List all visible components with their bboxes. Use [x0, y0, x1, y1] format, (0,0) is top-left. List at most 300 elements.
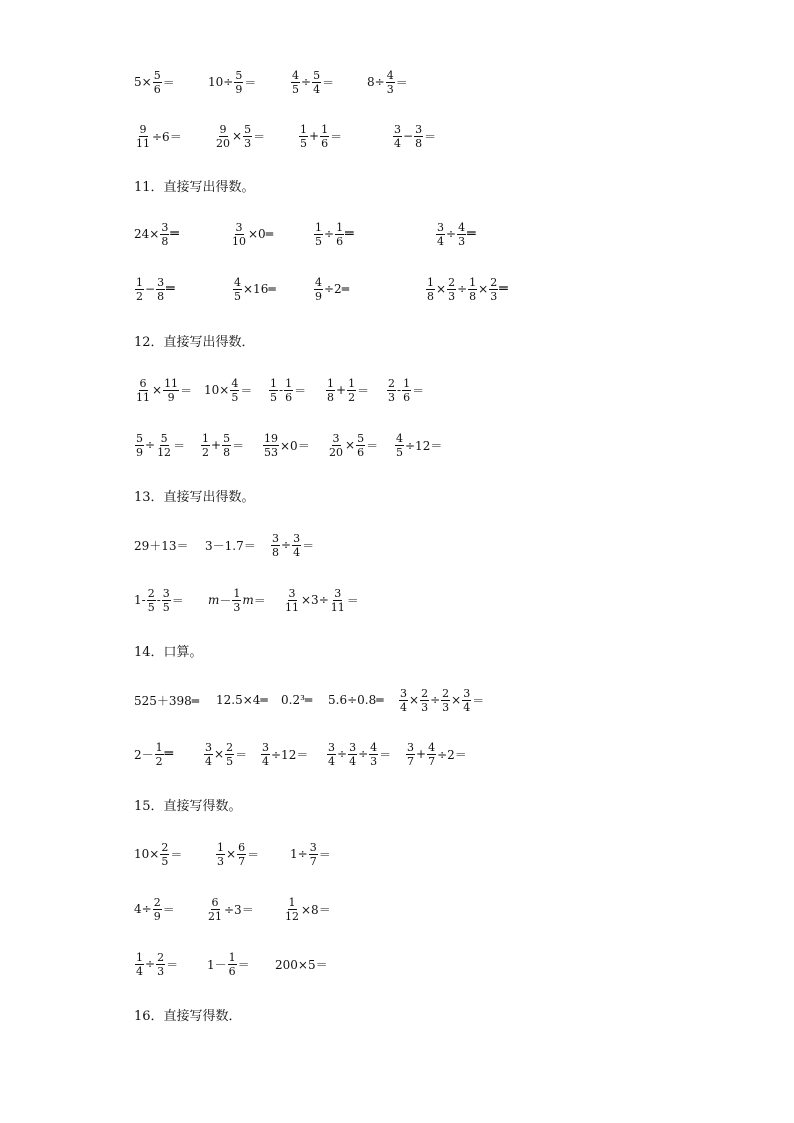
expression-text: m [208, 593, 220, 607]
fraction-denominator: 7 [428, 754, 436, 768]
math-expression [206, 889, 254, 929]
expression-text: 2－ [134, 747, 154, 762]
expression-text: ＝ [366, 438, 379, 453]
expression-text: - [397, 383, 402, 397]
expression-text: ÷ [145, 438, 156, 452]
fraction [204, 742, 213, 767]
expression-text: ÷ [324, 227, 335, 241]
fraction-numerator: 4 [292, 68, 299, 82]
problem-row [0, 116, 794, 156]
fraction [228, 952, 237, 977]
fraction-numerator: 3 [162, 586, 170, 600]
expression-text: 12.5×4═ [216, 693, 268, 707]
expression-text: × [226, 847, 237, 861]
fraction-denominator: 5 [162, 600, 170, 614]
fraction [160, 842, 169, 867]
math-expression [207, 944, 250, 984]
fraction-numerator: 4 [231, 376, 239, 390]
fraction-denominator: 11 [136, 136, 150, 150]
expression-text: m [242, 593, 254, 607]
fraction [162, 588, 171, 613]
fraction-denominator: 4 [205, 754, 212, 768]
fraction-denominator: 4 [463, 700, 471, 714]
fraction [232, 588, 241, 613]
fraction-denominator: 3 [217, 854, 224, 868]
expression-text: ＝ [240, 383, 253, 398]
fraction [406, 742, 415, 767]
fraction [393, 124, 402, 149]
fraction-numerator: 1 [321, 122, 329, 136]
expression-text: × [152, 383, 163, 397]
fraction-numerator: 4 [370, 740, 378, 754]
fraction [347, 378, 356, 403]
expression-text: × [436, 282, 447, 296]
expression-text: ＝ [379, 747, 392, 762]
expression-text: ═ [499, 281, 508, 297]
fraction [156, 952, 165, 977]
fraction-denominator: 5 [396, 445, 403, 459]
expression-text: 5× [134, 75, 152, 89]
fraction-denominator: 4 [262, 754, 269, 768]
fraction [271, 533, 280, 558]
expression-text: ÷ [301, 75, 312, 89]
fraction-denominator: 3 [244, 136, 252, 150]
problem-row [0, 425, 794, 465]
expression-text: ×0＝ [280, 438, 310, 453]
fraction-denominator: 5 [300, 136, 307, 150]
math-expression [283, 889, 331, 929]
math-expression [262, 425, 310, 465]
fraction-denominator: 9 [315, 289, 322, 303]
fraction-numerator: 1 [285, 376, 293, 390]
fraction-denominator: 8 [161, 234, 169, 248]
fraction-numerator: 1 [427, 275, 434, 289]
fraction [237, 842, 246, 867]
fraction-denominator: 8 [157, 289, 165, 303]
fraction [314, 277, 323, 302]
expression-text: + [336, 383, 347, 397]
fraction-denominator: 6 [336, 234, 344, 248]
problem-row [0, 944, 794, 984]
expression-text: ＝ [170, 847, 183, 862]
fraction-numerator: 5 [160, 431, 168, 445]
math-expression [134, 889, 175, 929]
fraction [457, 222, 466, 247]
expression-text: ÷ [281, 538, 292, 552]
fraction-denominator: 6 [228, 964, 236, 978]
math-expression [283, 580, 359, 620]
fraction-numerator: 5 [313, 68, 321, 82]
fraction-denominator: 11 [136, 390, 150, 404]
expression-text: ＝ [247, 847, 260, 862]
fraction-denominator: 8 [327, 390, 334, 404]
math-expression [216, 680, 268, 720]
problem-row [0, 62, 794, 102]
fraction-denominator: 8 [469, 289, 477, 303]
fraction [261, 742, 270, 767]
fraction-denominator: 3 [421, 700, 429, 714]
expression-text: ÷ [457, 282, 468, 296]
expression-text: ＝ [294, 383, 307, 398]
math-expression [298, 116, 342, 156]
fraction [234, 70, 243, 95]
fraction-numerator: 3 [332, 431, 340, 445]
math-expression [425, 269, 508, 309]
fraction-denominator: 4 [328, 754, 335, 768]
expression-text: 1÷ [290, 847, 308, 861]
fraction-numerator: 4 [386, 68, 394, 82]
fraction-denominator: 11 [330, 600, 345, 614]
math-expression [367, 62, 408, 102]
fraction [284, 588, 300, 613]
math-expression [290, 834, 331, 874]
expression-text: ═ [467, 226, 476, 242]
fraction [356, 433, 365, 458]
expression-text: ÷6＝ [152, 129, 182, 144]
fraction-denominator: 20 [216, 136, 230, 150]
math-expression [205, 525, 256, 565]
math-expression [134, 116, 182, 156]
fraction-numerator: 2 [147, 586, 155, 600]
fraction [215, 124, 231, 149]
expression-text: 5.6÷0.8═ [328, 693, 384, 707]
expression-text: ×16═ [243, 282, 276, 296]
expression-text: 1- [134, 593, 146, 607]
fraction [312, 70, 321, 95]
fraction-denominator: 3 [386, 82, 394, 96]
fraction-numerator: 3 [205, 740, 212, 754]
fraction-denominator: 10 [232, 234, 246, 248]
fraction [402, 378, 411, 403]
fraction-denominator: 5 [226, 754, 234, 768]
fraction-numerator: 1 [217, 840, 224, 854]
expression-text: + [416, 747, 427, 761]
fraction [395, 433, 404, 458]
section-heading-13: 13．直接写出得数。 [134, 490, 255, 505]
fraction-numerator: 3 [407, 740, 414, 754]
math-expression [208, 62, 256, 102]
fraction-denominator: 8 [415, 136, 423, 150]
fraction [427, 742, 436, 767]
fraction-denominator: 9 [153, 909, 161, 923]
fraction [462, 688, 471, 713]
expression-text: ÷ [446, 227, 457, 241]
fraction-denominator: 11 [285, 600, 299, 614]
fraction-numerator: 4 [428, 740, 436, 754]
problem-row [0, 269, 794, 309]
expression-text: ＝ [237, 957, 250, 972]
fraction-numerator: 2 [421, 686, 429, 700]
expression-text: ＝ [166, 957, 179, 972]
fraction [326, 378, 335, 403]
fraction [426, 277, 435, 302]
expression-text: ÷ [337, 747, 348, 761]
expression-text: ÷12＝ [271, 747, 309, 762]
fraction-numerator: 2 [442, 686, 450, 700]
fraction-denominator: 7 [238, 854, 246, 868]
section-heading-15: 15．直接写得数。 [134, 799, 242, 814]
expression-text: ＝ [173, 438, 186, 453]
problem-row [0, 370, 794, 410]
expression-text: × [214, 747, 225, 761]
math-expression [134, 214, 179, 254]
expression-text: 10÷ [208, 75, 234, 89]
fraction [201, 433, 210, 458]
problem-row [0, 680, 794, 720]
fraction-numerator: 5 [244, 122, 252, 136]
expression-text: 29＋13＝ [134, 538, 189, 553]
fraction-numerator: 3 [328, 740, 335, 754]
math-expression [270, 525, 314, 565]
fraction-numerator: 5 [235, 68, 243, 82]
fraction-denominator: 53 [264, 445, 278, 459]
fraction [348, 742, 357, 767]
fraction [135, 433, 144, 458]
fraction [489, 277, 498, 302]
fraction [231, 222, 247, 247]
fraction-denominator: 12 [285, 909, 299, 923]
fraction [153, 70, 162, 95]
math-expression [281, 680, 312, 720]
expression-text: + [309, 129, 320, 143]
expression-text: 10× [134, 847, 160, 861]
fraction-denominator: 6 [153, 82, 161, 96]
fraction-numerator: 1 [202, 431, 209, 445]
math-expression [134, 525, 189, 565]
fraction-denominator: 3 [490, 289, 498, 303]
fraction [335, 222, 344, 247]
expression-text: - [279, 383, 284, 397]
expression-text: ÷12＝ [405, 438, 443, 453]
fraction-numerator: 6 [211, 895, 219, 909]
fraction-denominator: 2 [155, 754, 163, 768]
fraction [147, 588, 156, 613]
expression-text: ×8＝ [301, 902, 331, 917]
fraction-numerator: 5 [357, 431, 365, 445]
fraction-denominator: 12 [157, 445, 172, 459]
fraction [399, 688, 408, 713]
math-expression [392, 116, 436, 156]
fraction-numerator: 1 [136, 275, 143, 289]
math-expression [203, 734, 247, 774]
fraction [320, 124, 329, 149]
fraction-denominator: 7 [407, 754, 414, 768]
expression-text: × [478, 282, 489, 296]
fraction-denominator: 9 [235, 82, 243, 96]
fraction-denominator: 4 [400, 700, 407, 714]
fraction [327, 742, 336, 767]
expression-text: ＝ [171, 593, 184, 608]
fraction [135, 952, 144, 977]
expression-text: ×3÷ [301, 593, 329, 607]
fraction-numerator: 3 [157, 275, 165, 289]
fraction [328, 433, 344, 458]
fraction-numerator: 19 [264, 431, 278, 445]
fraction-denominator: 3 [370, 754, 378, 768]
fraction-denominator: 3 [157, 964, 165, 978]
fraction-denominator: 6 [403, 390, 411, 404]
fraction-numerator: 6 [139, 376, 147, 390]
fraction-numerator: 1 [403, 376, 411, 390]
problem-row [0, 525, 794, 565]
fraction [447, 277, 456, 302]
fraction-numerator: 3 [463, 686, 471, 700]
expression-text: × [232, 129, 243, 143]
expression-text: ＝ [472, 693, 485, 708]
fraction-numerator: 5 [136, 431, 143, 445]
fraction [414, 124, 423, 149]
expression-text: ÷ [430, 693, 441, 707]
fraction [441, 688, 450, 713]
section-heading-16: 16．直接写得数． [134, 1009, 242, 1024]
fraction [243, 124, 252, 149]
fraction-denominator: 4 [313, 82, 321, 96]
problem-row [0, 214, 794, 254]
expression-text: ═ [170, 226, 179, 242]
fraction-numerator: 3 [235, 220, 243, 234]
fraction-numerator: 6 [238, 840, 246, 854]
fraction-numerator: 3 [288, 586, 296, 600]
fraction-numerator: 4 [458, 220, 466, 234]
math-expression [208, 580, 266, 620]
fraction-numerator: 9 [139, 122, 147, 136]
expression-text: + [211, 438, 222, 452]
problem-row [0, 834, 794, 874]
fraction-numerator: 3 [309, 840, 317, 854]
fraction [330, 588, 346, 613]
math-expression [134, 734, 173, 774]
expression-text: 24× [134, 227, 160, 241]
fraction-denominator: 20 [329, 445, 343, 459]
fraction-numerator: 3 [400, 686, 407, 700]
fraction-numerator: 3 [262, 740, 269, 754]
math-expression [394, 425, 442, 465]
math-expression [230, 214, 273, 254]
fraction [153, 897, 162, 922]
expression-text: ＝ [253, 129, 266, 144]
math-expression [328, 680, 383, 720]
fraction [314, 222, 323, 247]
expression-text: − [403, 129, 414, 143]
fraction-numerator: 1 [136, 950, 143, 964]
expression-text: ×0═ [248, 227, 273, 241]
fraction [233, 277, 242, 302]
problem-row [0, 734, 794, 774]
expression-text: ＝ [357, 383, 370, 398]
expression-text: ÷ [358, 747, 369, 761]
expression-text: 200×5＝ [275, 957, 328, 972]
math-expression [268, 370, 306, 410]
expression-text: ═ [166, 281, 175, 297]
fraction-numerator: 4 [315, 275, 322, 289]
section-heading-14: 14．口算。 [134, 645, 203, 660]
math-expression [260, 734, 308, 774]
fraction-numerator: 3 [394, 122, 401, 136]
fraction [269, 378, 278, 403]
problem-row [0, 580, 794, 620]
expression-text: ＝ [235, 747, 248, 762]
fraction [230, 378, 239, 403]
fraction-denominator: 5 [161, 854, 169, 868]
fraction-denominator: 6 [321, 136, 329, 150]
fraction [386, 70, 395, 95]
expression-text: ＝ [330, 129, 343, 144]
expression-text: ＝ [162, 902, 175, 917]
math-expression [134, 62, 175, 102]
math-expression [200, 425, 244, 465]
fraction-denominator: 6 [285, 390, 293, 404]
math-expression [325, 370, 369, 410]
fraction-denominator: 4 [349, 754, 357, 768]
fraction-numerator: 1 [228, 950, 236, 964]
fraction [299, 124, 308, 149]
math-expression [326, 734, 391, 774]
expression-text: 1－ [207, 957, 227, 972]
fraction-denominator: 2 [136, 289, 143, 303]
fraction-denominator: 5 [270, 390, 277, 404]
fraction [155, 742, 164, 767]
fraction-numerator: 1 [336, 220, 344, 234]
math-expression [214, 116, 265, 156]
fraction-denominator: 5 [315, 234, 322, 248]
fraction-denominator: 5 [147, 600, 155, 614]
math-expression [327, 425, 378, 465]
fraction-numerator: 1 [155, 740, 163, 754]
expression-text: ＝ [302, 538, 315, 553]
fraction-denominator: 5 [292, 82, 299, 96]
expression-text: × [409, 693, 420, 707]
expression-text: ＝ [424, 129, 437, 144]
fraction-denominator: 7 [309, 854, 317, 868]
expression-text: 525＋398═ [134, 693, 200, 708]
fraction-denominator: 3 [448, 289, 456, 303]
fraction-numerator: 3 [293, 531, 301, 545]
fraction [135, 378, 151, 403]
math-expression [386, 370, 424, 410]
fraction [309, 842, 318, 867]
expression-text: ÷3＝ [224, 902, 254, 917]
fraction-numerator: 1 [469, 275, 477, 289]
fraction-numerator: 11 [164, 376, 179, 390]
fraction-numerator: 2 [490, 275, 498, 289]
expression-text: ＝ [412, 383, 425, 398]
fraction-numerator: 3 [161, 220, 169, 234]
expression-text: ＝ [318, 847, 331, 862]
fraction-numerator: 1 [315, 220, 322, 234]
fraction-denominator: 3 [442, 700, 450, 714]
fraction-denominator: 4 [437, 234, 444, 248]
fraction [156, 433, 172, 458]
expression-text: 3－1.7＝ [205, 538, 256, 553]
fraction-numerator: 3 [349, 740, 357, 754]
expression-text: 10× [204, 383, 230, 397]
expression-text: ＝ [232, 438, 245, 453]
math-expression [134, 269, 175, 309]
fraction [135, 277, 144, 302]
fraction-denominator: 3 [388, 390, 395, 404]
math-expression [232, 269, 276, 309]
fraction-numerator: 3 [334, 586, 342, 600]
fraction [225, 742, 234, 767]
fraction-numerator: 3 [437, 220, 444, 234]
fraction [216, 842, 225, 867]
fraction-numerator: 2 [161, 840, 169, 854]
math-expression [215, 834, 259, 874]
expression-text: 0.2³═ [281, 693, 313, 707]
expression-text: ＝ [244, 75, 257, 90]
fraction-numerator: 5 [153, 68, 161, 82]
fraction [369, 742, 378, 767]
